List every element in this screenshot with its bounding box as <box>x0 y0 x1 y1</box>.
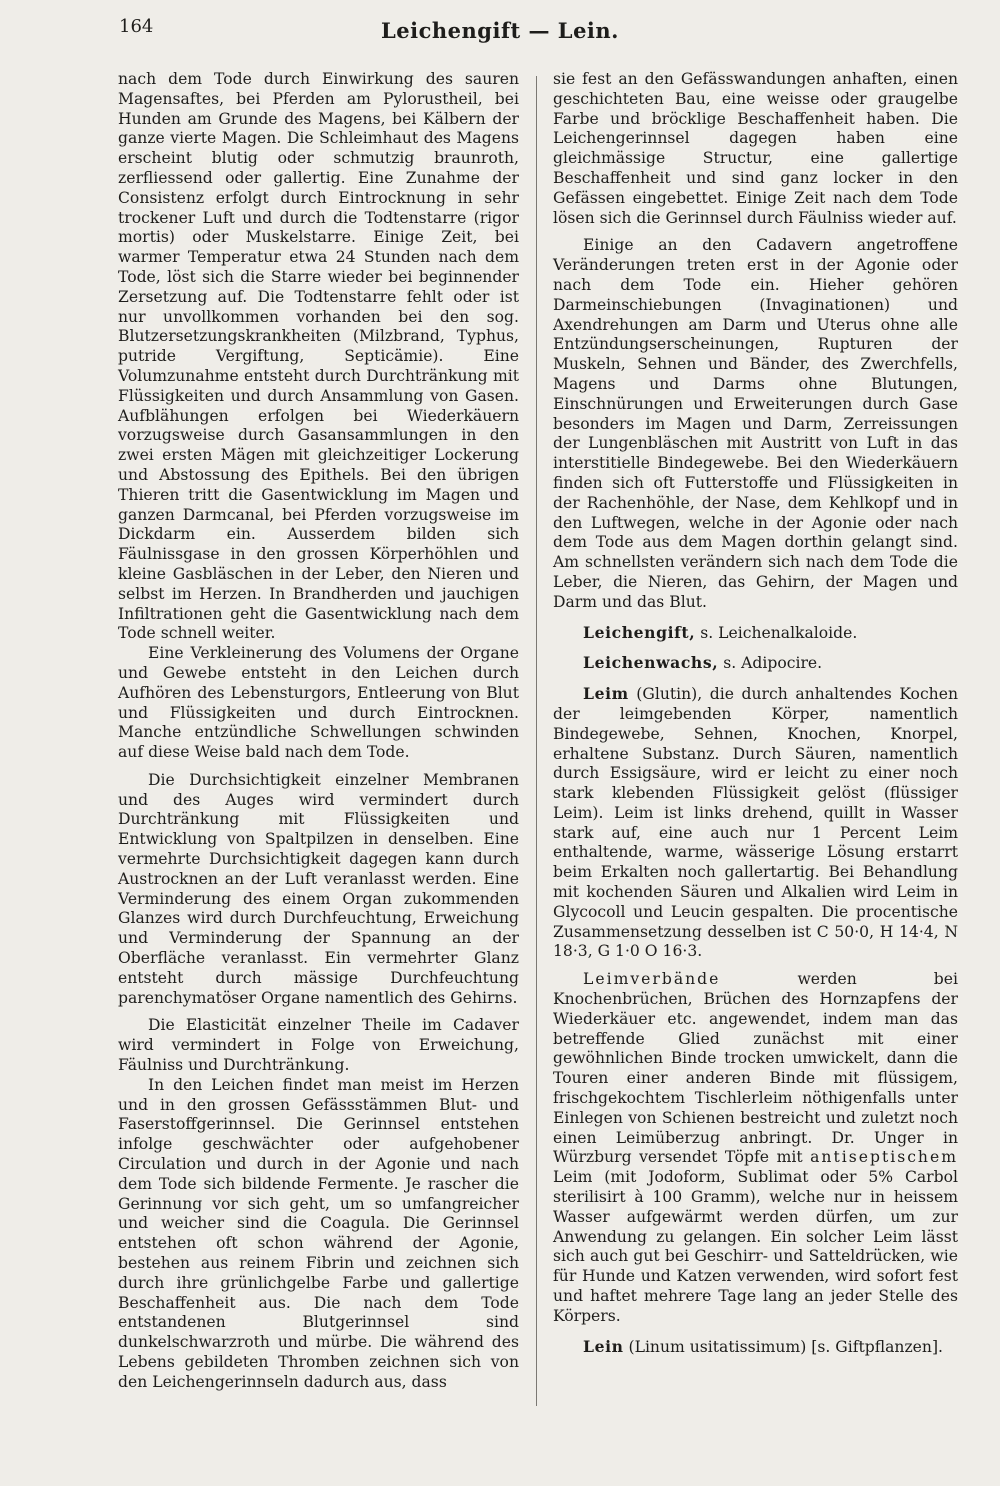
column-divider <box>536 76 537 1406</box>
left-column <box>118 70 519 1393</box>
running-head: Leichengift — Lein. <box>381 18 619 43</box>
paragraph-leimverbaende <box>553 970 958 1326</box>
right-column <box>553 70 958 1357</box>
leimverbaende-text-1: werden bei Knochenbrüchen, Brüchen des Hornzapfens der Wiederkäuer etc. angewendet, indem man das betreffende Glied zunächst mit einer gewöhnlichen Binde trocken umwickelt, dann die Touren einer anderen Binde mit flüssigem, frischgekochtem Tischlerleim nöthigenfalls unter Einlegen von Schienen bestreicht und zuletzt noch einen Leimüberzug anbringt. Dr. Unger in Würzburg versendet Töpfe mit <box>553 970 958 1167</box>
paragraph-left-2: Eine Verkleinerung des Volumens der Organe und Gewebe entsteht in den Leichen durch Aufhören des Lebensturgors, Entleerung von Blut und Flüssigkeiten und durch Eintrocknen. Manche entzündliche Schwellungen schwinden auf diese Weise bald nach dem Tode. <box>118 644 519 762</box>
paragraph-right-1: sie fest an den Gefässwandungen anhaften, einen geschichteten Bau, eine weisse oder graugelbe Farbe und bröcklige Beschaffenheit haben. Die Leichengerinnsel dagegen haben eine gleichmässige Structur, eine gallertige Beschaffenheit und sind ganz locker in den Gefässen eingebettet. Einige Zeit nach dem Tode lösen sich die Gerinnsel durch Fäulniss wieder auf. <box>553 70 958 227</box>
entry-leichengift <box>553 623 958 644</box>
term-antiseptischem: antiseptischem <box>810 1148 958 1167</box>
paragraph-left-3: Die Durchsichtigkeit einzelner Membranen und des Auges wird vermindert durch Durchtränkung mit Flüssigkeiten und Entwicklung von Spaltpilzen in denselben. Eine vermehrte Durchsichtigkeit dagegen kann durch Austrocknen an der Luft veranlasst werden. Eine Verminderung des einem Organ zukommenden Glanzes wird durch Durchfeuchtung, Erweichung und Verminderung der Spannung an der Oberfläche veranlasst. Ein vermehrter Glanz entsteht durch mässige Durchfeuchtung parenchymatöser Organe namentlich des Gehirns. <box>118 770 519 1007</box>
headword-leichenwachs: Leichenwachs, <box>583 653 719 673</box>
term-leimverbaende: Leimverbände <box>583 970 721 989</box>
paragraph-left-5: In den Leichen findet man meist im Herzen und in den grossen Gefässstämmen Blut- und Faserstoffgerinnsel. Die Gerinnsel entstehen infolge geschwächter oder aufgehobener Circulation und durch in der Agonie und nach dem Tode sich bildende Fermente. Je rascher die Gerinnung vor sich geht, um so umfangreicher und weicher sind die Coagula. Die Gerinnsel entstehen oft schon während der Agonie, bestehen aus reinem Fibrin und zeichnen sich durch ihre grünlichgelbe Farbe und gallertige Beschaffenheit aus. Die nach dem Tode entstandenen Blutgerinnsel sind dunkelschwarzroth und mürbe. Die während des Lebens gebildeten Thromben zeichnen sich von den Leichengerinnseln dadurch aus, dass <box>118 1075 519 1391</box>
paragraph-left-4: Die Elasticität einzelner Theile im Cadaver wird vermindert in Folge von Erweichung, Fäulniss und Durchtränkung. <box>118 1016 519 1075</box>
leimverbaende-text-2: Leim (mit Jodoform, Sublimat oder 5% Carbol sterilisirt à 100 Gramm), welche nur in heissem Wasser aufgewärmt werden dürfen, um zur Anwendung zu gelangen. Ein solcher Leim lässt sich auch gut bei Geschirr- und Satteldrücken, wie für Hunde und Katzen verwenden, wird sofort fest und haftet mehrere Tage lang an jeder Stelle des Körpers. <box>553 1168 958 1325</box>
paragraph-right-2: Einige an den Cadavern angetroffene Veränderungen treten erst in der Agonie oder nach dem Tode ein. Hieher gehören Darmeinschiebungen (Invaginationen) und Axendrehungen am Darm und Uterus ohne alle Entzündungserscheinungen, Rupturen der Muskeln, Sehnen und Bänder, des Zwerchfells, Magens und Darms ohne Blutungen, Einschnürungen und Erweiterungen durch Gase besonders im Magen und Darm, Zerreissungen der Lungenbläschen mit Austritt von Luft in das interstitielle Bindegewebe. Bei den Wiederkäuern finden sich oft Futterstoffe und Flüssigkeiten in der Rachenhöhle, der Nase, dem Kehlkopf und in den Luftwegen, welche in der Agonie oder nach dem Tode aus dem Magen dorthin gelangt sind. Am schnellsten verändern sich nach dem Tode die Leber, die Nieren, das Gehirn, der Magen und Darm und das Blut. <box>553 236 958 611</box>
entry-lein <box>553 1337 958 1358</box>
entry-leichenwachs-text: s. Adipocire. <box>718 654 823 673</box>
entry-leim <box>553 684 958 962</box>
entry-leim-text: (Glutin), die durch anhaltendes Kochen der leimgebenden Körper, namentlich Bindegewebe, Sehnen, Knochen, Knorpel, erhaltene Substanz. Durch Säuren, namentlich durch Essigsäure, wird er leicht zu einer noch stark klebenden Flüssigkeit gelöst (flüssiger Leim). Leim ist links drehend, quillt in Wasser stark auf, eine auch nur 1 Percent Leim enthaltende, warme, wässerige Lösung erstarrt beim Erkalten noch gallertartig. Bei Behandlung mit kochenden Säuren und Alkalien wird Leim in Glycocoll und Leucin gespalten. Die procentische Zusammensetzung desselben ist C 50·0, H 14·4, N 18·3, G 1·0 O 16·3. <box>553 685 958 961</box>
headword-leim: Leim <box>583 684 629 704</box>
headword-lein: Lein <box>583 1336 624 1356</box>
page-number: 164 <box>119 16 154 37</box>
headword-leichengift: Leichengift, <box>583 622 696 642</box>
paragraph-left-1: nach dem Tode durch Einwirkung des sauren Magensaftes, bei Pferden am Pylorustheil, bei Hunden am Grunde des Magens, bei Kälbern der ganze vierte Magen. Die Schleimhaut des Magens erscheint blutig oder schmutzig braunroth, zerfliessend oder gallertig. Eine Zunahme der Consistenz erfolgt durch Eintrocknung in sehr trockener Luft und durch die Todtenstarre (rigor mortis) oder Muskelstarre. Einige Zeit, bei warmer Temperatur etwa 24 Stunden nach dem Tode, löst sich die Starre wieder bei beginnender Zersetzung auf. Die Todtenstarre fehlt oder ist nur unvollkommen vorhanden bei den sog. Blutzersetzungskrankheiten (Milzbrand, Typhus, putride Vergiftung, Septicämie). Eine Volumzunahme entsteht durch Durchtränkung mit Flüssigkeiten und durch Ansammlung von Gasen. Aufblähungen erfolgen bei Wiederkäuern vorzugsweise durch Gasansammlungen in den zwei ersten Mägen mit gleichzeitiger Lockerung und Abstossung des Epithels. Bei den übrigen Thieren tritt die Gasentwicklung im Magen und ganzen Darmcanal, bei Pferden vorzugsweise im Dickdarm ein. Ausserdem bilden sich Fäulnissgase in den grossen Körperhöhlen und kleine Gasbläschen in der Leber, den Nieren und selbst im Herzen. In Brandherden und jauchigen Infiltrationen geht die Gasentwicklung nach dem Tode schnell weiter. <box>118 70 519 643</box>
entry-leichenwachs <box>553 653 958 674</box>
entry-lein-text: (Linum usitatissimum) [s. Giftpflanzen]. <box>623 1337 943 1356</box>
entry-leichengift-text: s. Leichenalkaloide. <box>695 623 858 642</box>
